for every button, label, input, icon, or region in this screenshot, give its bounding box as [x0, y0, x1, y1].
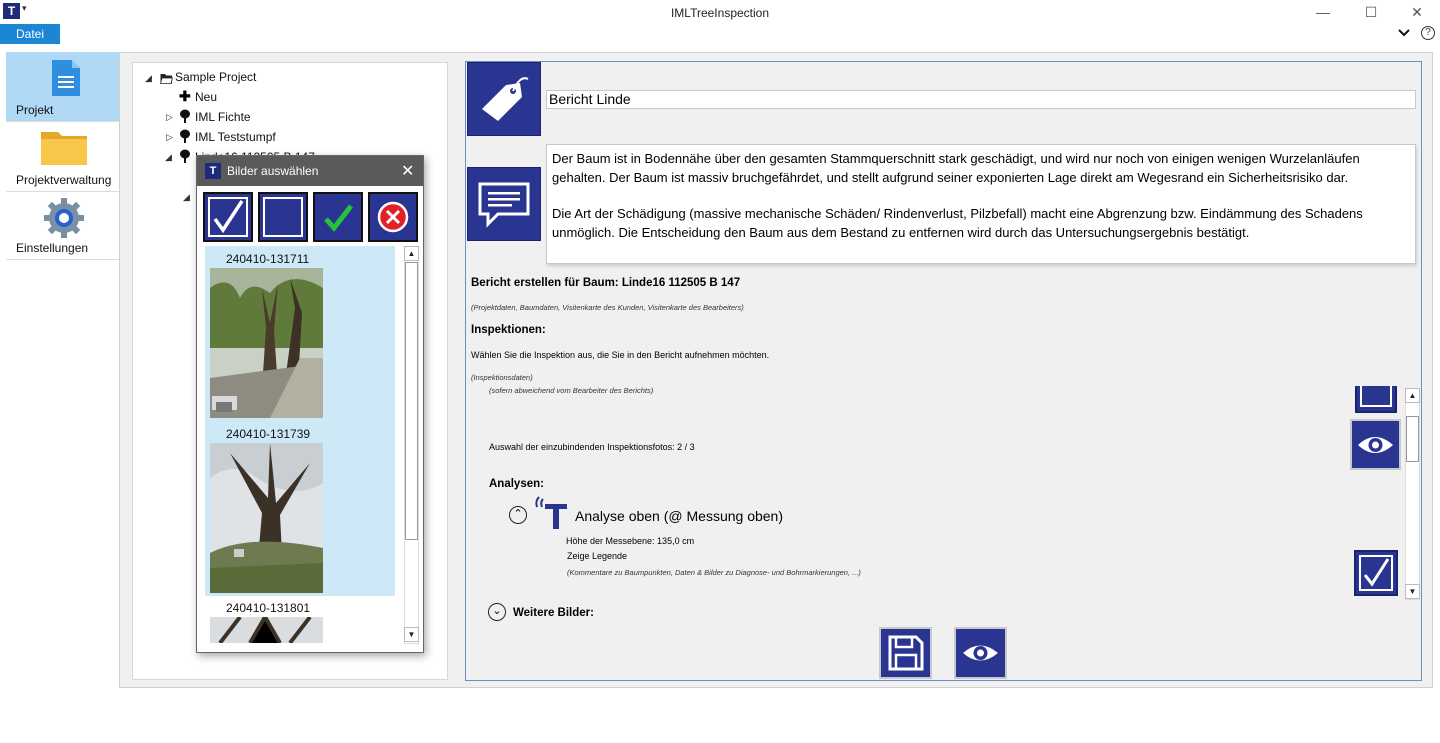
tree-icon: [179, 129, 191, 148]
photo-label: 240410-131801: [226, 601, 311, 615]
dialog-app-icon: T: [205, 163, 221, 179]
tree-photo-3: [210, 617, 323, 643]
nav-item-label: Projekt: [16, 103, 54, 117]
report-title-input[interactable]: Bericht Linde: [546, 90, 1416, 109]
report-tree-heading: Bericht erstellen für Baum: Linde16 112505 B 147: [471, 277, 741, 289]
more-images-heading: Weitere Bilder:: [513, 607, 594, 619]
nav-item-label: Projektverwaltung: [16, 173, 112, 187]
photo-label: 240410-131711: [226, 252, 310, 266]
nav-item-projekt[interactable]: [6, 52, 120, 122]
dialog-scroll-up-button[interactable]: ▲: [404, 246, 419, 261]
save-icon: [881, 629, 930, 677]
help-icon[interactable]: ?: [1421, 26, 1435, 40]
window-title: IMLTreeInspection: [670, 6, 770, 20]
title-tag-icon: [467, 62, 541, 136]
analysis-title: Analyse oben (@ Messung oben): [575, 508, 783, 524]
tree-icon: [179, 149, 191, 168]
include-analysis-checkbox[interactable]: [1354, 550, 1398, 596]
app-menu-dropdown-icon[interactable]: ▾: [22, 3, 27, 13]
report-tree-note: (Projektdaten, Baumdaten, Visitenkarte des Kunden, Visitenkarte des Bearbeiters): [471, 303, 744, 312]
checkmark-icon: [210, 199, 246, 235]
scroll-down-button[interactable]: ▼: [1405, 584, 1420, 599]
inspection-data-note: (sofern abweichend vom Bearbeiter des Berichts): [489, 386, 654, 395]
photo-list-item[interactable]: [205, 421, 395, 596]
collapse-analysis-icon[interactable]: ⌃: [509, 506, 527, 524]
deselect-all-button[interactable]: [258, 192, 308, 242]
inspection-data-label: (Inspektionsdaten): [471, 373, 533, 382]
eye-icon: [956, 629, 1005, 677]
dialog-titlebar: [197, 156, 423, 186]
save-report-button[interactable]: [879, 627, 932, 679]
tree-collapse-icon[interactable]: ◢: [183, 192, 190, 202]
description-comment-icon: [467, 167, 541, 241]
close-button[interactable]: ✕: [1411, 4, 1423, 20]
tree-expand-icon[interactable]: ▷: [166, 132, 173, 142]
dialog-scroll-down-button[interactable]: ▼: [404, 627, 419, 642]
eye-icon: [1352, 421, 1399, 468]
description-paragraph-1: Der Baum ist in Bodennähe über den gesamten Stammquerschnitt stark geschädigt, und wird nur noch von einigen wenigen Wurzelanläufen gehalten. Der Baum ist massiv bruchgefährdet, und stellt aufgrund seiner exponierten Lage direkt am Wegesrand ein Sicherheitsrisiko dar.: [552, 151, 1360, 185]
select-images-dialog: [196, 155, 424, 653]
inspections-heading: Inspektionen:: [471, 324, 546, 336]
tree-item-iml-fichte[interactable]: IML Fichte: [195, 110, 251, 124]
tree-collapse-icon[interactable]: ◢: [145, 73, 152, 83]
preview-report-button[interactable]: [954, 627, 1007, 679]
photo-list-item[interactable]: [205, 595, 395, 643]
menu-file[interactable]: Datei: [0, 24, 60, 44]
folder-open-icon: [160, 71, 173, 89]
maximize-button[interactable]: ☐: [1364, 4, 1378, 20]
document-icon: [48, 58, 84, 103]
description-paragraph-2: Die Art der Schädigung (massive mechanische Schäden/ Rindenverlust, Pilzbefall) macht eine Abgrenzung bzw. Eindämmung des Schadens unmöglich. Die Entscheidung den Baum aus dem Bestand zu entfernen wird durch das Untersuchungsergebnis bestätigt.: [552, 206, 1363, 240]
nav-item-projektverwaltung[interactable]: [6, 122, 120, 192]
dialog-scrollbar-thumb[interactable]: [405, 262, 418, 540]
tree-expand-icon[interactable]: ▷: [166, 112, 173, 122]
measurement-height: Höhe der Messebene: 135,0 cm: [566, 536, 695, 546]
collapse-ribbon-icon[interactable]: [1398, 25, 1410, 41]
cancel-selection-button[interactable]: [368, 192, 418, 242]
tree-item-neu[interactable]: Neu: [195, 90, 218, 104]
folder-icon: [40, 128, 88, 171]
checkmark-icon: [1361, 557, 1391, 589]
window-titlebar: [0, 0, 1440, 24]
photo-selection-count: Auswahl der einzubindenden Inspektionsfotos: 2 / 3: [489, 442, 695, 452]
confirm-selection-button[interactable]: [313, 192, 363, 242]
analysis-comment-note: (Kommentare zu Baumpunkten, Daten & Bilder zu Diagnose- und Bohrmarkierungen, ...): [567, 568, 861, 577]
gear-icon: [42, 196, 86, 245]
photo-list-item[interactable]: [205, 246, 395, 421]
tree-icon: [179, 109, 191, 128]
tree-photo-1: [210, 268, 323, 418]
analyses-heading: Analysen:: [489, 478, 544, 490]
tree-root-label[interactable]: Sample Project: [175, 70, 257, 84]
tree-photo-2: [210, 443, 323, 593]
scroll-up-button[interactable]: ▲: [1405, 388, 1420, 403]
inspections-hint: Wählen Sie die Inspektion aus, die Sie in den Bericht aufnehmen möchten.: [471, 350, 770, 360]
scrollbar-thumb[interactable]: [1406, 416, 1419, 462]
app-icon[interactable]: T: [3, 3, 20, 19]
plus-icon: ✚: [179, 88, 191, 104]
expand-more-images-icon[interactable]: ⌄: [488, 603, 506, 621]
measurement-device-icon: [533, 495, 569, 536]
dialog-close-button[interactable]: ✕: [401, 163, 415, 180]
tree-collapse-icon[interactable]: ◢: [165, 152, 172, 162]
minimize-button[interactable]: —: [1316, 4, 1330, 20]
preview-photos-button[interactable]: [1350, 419, 1401, 470]
nav-item-einstellungen[interactable]: [6, 192, 120, 260]
tree-item-iml-teststumpf[interactable]: IML Teststumpf: [195, 130, 276, 144]
report-description-text[interactable]: [546, 144, 1416, 264]
nav-item-label: Einstellungen: [16, 241, 89, 255]
inspection-checkbox-partial[interactable]: [1355, 386, 1397, 413]
photo-label: 240410-131739: [226, 427, 311, 441]
dialog-title: Bilder auswählen: [227, 164, 319, 178]
left-navigation: [6, 52, 120, 260]
select-all-button[interactable]: [203, 192, 253, 242]
show-legend-label: Zeige Legende: [567, 551, 628, 561]
cancel-icon: [370, 194, 416, 240]
green-check-icon: [315, 194, 361, 240]
